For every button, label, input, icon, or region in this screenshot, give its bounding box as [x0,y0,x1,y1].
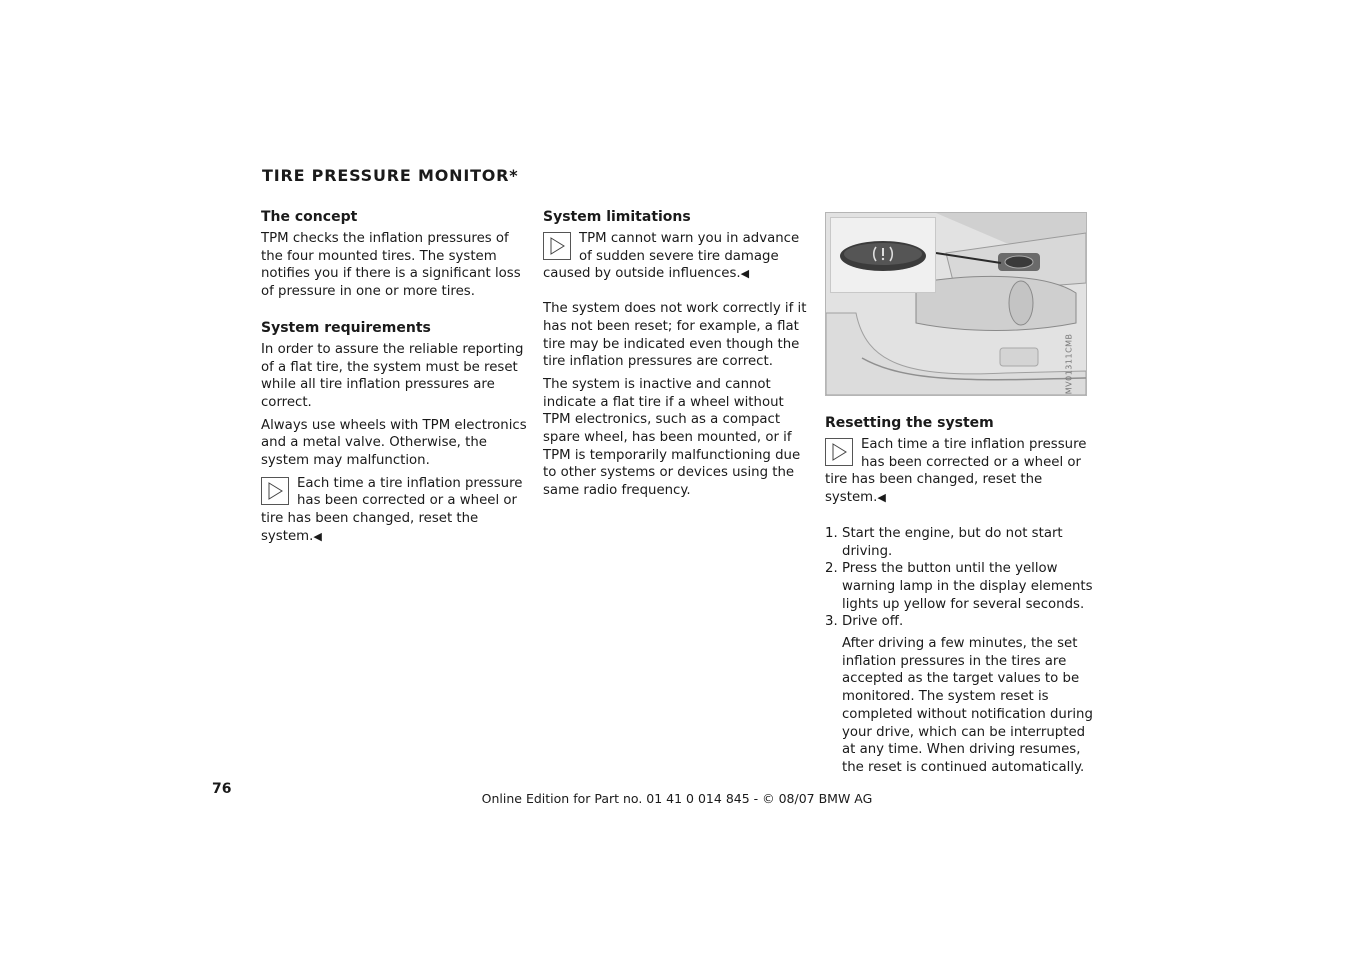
note-arrow-icon [261,477,289,505]
concept-text: TPM checks the inflation pressures of the four mounted tires. The system notifies you if there is a significant loss of pressure in one or more tires. [261,231,521,300]
limitations-note-text: TPM cannot warn you in advance of sudden severe tire damage caused by outside influences. [543,231,800,282]
note-arrow-icon [543,232,571,260]
concept-heading: The concept [261,209,358,225]
figure-code: MV01311CMB [1064,333,1074,395]
resetting-note [825,436,1097,507]
end-mark-icon: ◀ [740,267,750,281]
footer-text: Online Edition for Part no. 01 41 0 014 845 - © 08/07 BMW AG [481,791,873,806]
section-title: TIRE PRESSURE MONITOR* [262,166,519,185]
column-right [825,212,1097,782]
requirements-note-text: Each time a tire inflation pressure has been corrected or a wheel or tire has been changed, reset the system. [261,475,523,544]
reset-steps-list [825,525,1097,631]
limitations-paragraph-1: The system does not work correctly if it has not been reset; for example, a flat tire may be indicated even though the tire inflation pressures are correct. [543,301,807,370]
column-left [261,208,533,546]
column-middle [543,208,815,505]
resetting-heading: Resetting the system [825,415,994,431]
end-mark-icon: ◀ [877,491,886,505]
limitations-note [543,230,815,283]
requirements-paragraph-1: In order to assure the reliable reporting of a flat tire, the system must be reset while all tire inflation pressures are correct. [261,341,524,410]
list-item: 2. Press the button until the yellow warning lamp in the display elements lights up yellow for several seconds. [825,561,1093,612]
list-item: 1. Start the engine, but do not start driving. [825,525,1063,559]
page-number: 76 [212,781,232,797]
resetting-note-text: Each time a tire inflation pressure has been corrected or a wheel or tire has been changed, reset the system. [825,437,1087,506]
requirements-heading: System requirements [261,319,431,336]
limitations-paragraph-2: The system is inactive and cannot indicate a flat tire if a wheel without TPM electronics, such as a compact spare wheel, has been mounted, or if TPM is temporarily malfunctioning due to other systems or devices using the same radio frequency. [543,376,801,499]
reset-after-text: After driving a few minutes, the set inflation pressures in the tires are accepted as the target values to be monitored. The system reset is completed without notification during your drive, which can be interrupted at any time. When driving resumes, the reset is continued automatically. [842,636,1093,775]
note-arrow-icon [825,438,853,466]
tpm-button-figure [825,212,1087,396]
end-mark-icon: ◀ [313,529,322,543]
button-closeup-inset [830,217,936,293]
requirements-paragraph-2: Always use wheels with TPM electronics and a metal valve. Otherwise, the system may malfunction. [261,417,527,469]
list-item: 3. Drive off. [825,614,904,630]
requirements-note [261,475,533,546]
limitations-heading: System limitations [543,209,691,225]
